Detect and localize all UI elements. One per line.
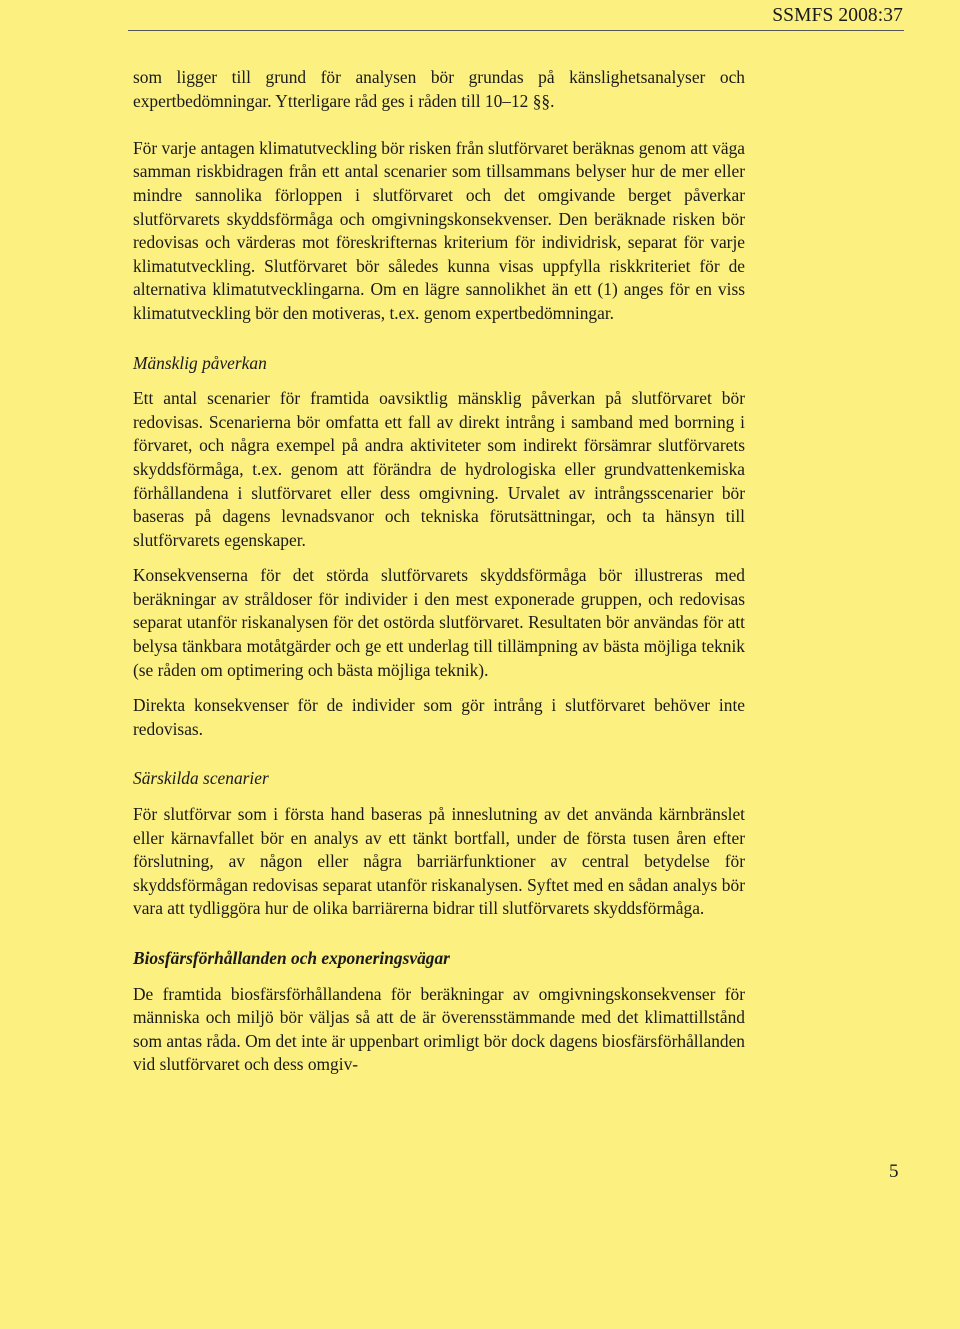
page-number: 5: [889, 1161, 899, 1182]
paragraph: För slutförvar som i första hand baseras på inneslutning av det använda kärnbränslet eller kärnavfallet bör en analys av ett tänkt bortfall, under de första tusen åren efter förslutning, av någon eller några barriärfunktioner av central betydelse för skyddsförmågan redovisas separat utanför riskanalysen. Syftet med en sådan analys bör vara att tydliggöra hur de olika barriärerna bidrar till slutförvarets skyddsförmåga.: [133, 804, 745, 919]
section-heading-sarskilda-scenarier: Särskilda scenarier: [133, 768, 269, 789]
section-heading-mansklig-paverkan: Mänsklig påverkan: [133, 352, 267, 373]
paragraph: som ligger till grund för analysen bör grundas på känslighetsanalyser och expertbedömningar. Ytterligare råd ges i råden till 10–12 §§.: [133, 67, 745, 111]
header-rule: [128, 30, 904, 31]
paragraph: För varje antagen klimatutveckling bör risken från slutförvaret beräknas genom att väga samman riskbidragen från ett antal scenarier som tillsammans belyser hur de mer eller mindre sannolika förloppen i slutförvaret och det omgivande berget påverkar slutförvarets skyddsförmåga och omgivningskonsekvenser. Den beräknade risken bör redovisas och värderas mot föreskrifternas kriterium för individrisk, separat för varje klimatutveckling. Slutförvaret bör således kunna visas uppfylla riskkriteriet för de alternativa klimatutvecklingarna. Om en lägre sannolikhet än ett (1) anges för en viss klimatutveckling bör den motiveras, t.ex. genom expertbedömningar.: [133, 137, 745, 323]
document-id: SSMFS 2008:37: [772, 5, 903, 26]
page-content: [133, 66, 745, 1077]
paragraph: Ett antal scenarier för framtida oavsiktlig mänsklig påverkan på slutförvaret bör redovisas. Scenarierna bör omfatta ett fall av direkt intrång i samband med borrning i förvaret, och några exempel på andra aktiviteter som indirekt försämrar slutförvarets skyddsförmåga, t.ex. genom att förändra de hydrologiska eller grundvattenkemiska förhållandena i slutförvaret eller dess omgivning. Urvalet av intrångsscenarier bör baseras på dagens levnadsvanor och tekniska förutsättningar, och ta hänsyn till slutförvarets egenskaper.: [133, 388, 745, 550]
paragraph: Konsekvenserna för det störda slutförvarets skyddsförmåga bör illustreras med beräkningar av stråldoser för individer i den mest exponerade gruppen, och redovisas separat utanför riskanalysen för det ostörda slutförvaret. Resultaten bör användas för att belysa tänkbara motåtgärder och ge ett underlag till tillämpning av bästa möjliga teknik (se råden om optimering och bästa möjliga teknik).: [133, 565, 745, 680]
paragraph: De framtida biosfärsförhållandena för beräkningar av omgivningskonsekvenser för människa och miljö bör väljas så att de är överensstämmande med det klimattillstånd som antas råda. Om det inte är uppenbart orimligt bör dock dagens biosfärsförhållanden vid slutförvaret och dess omgiv-: [133, 983, 745, 1075]
section-heading-biosfarsforhallanden: Biosfärsförhållanden och exponeringsvägar: [133, 948, 450, 968]
paragraph: Direkta konsekvenser för de individer som gör intrång i slutförvaret behöver inte redovisas.: [133, 695, 745, 739]
